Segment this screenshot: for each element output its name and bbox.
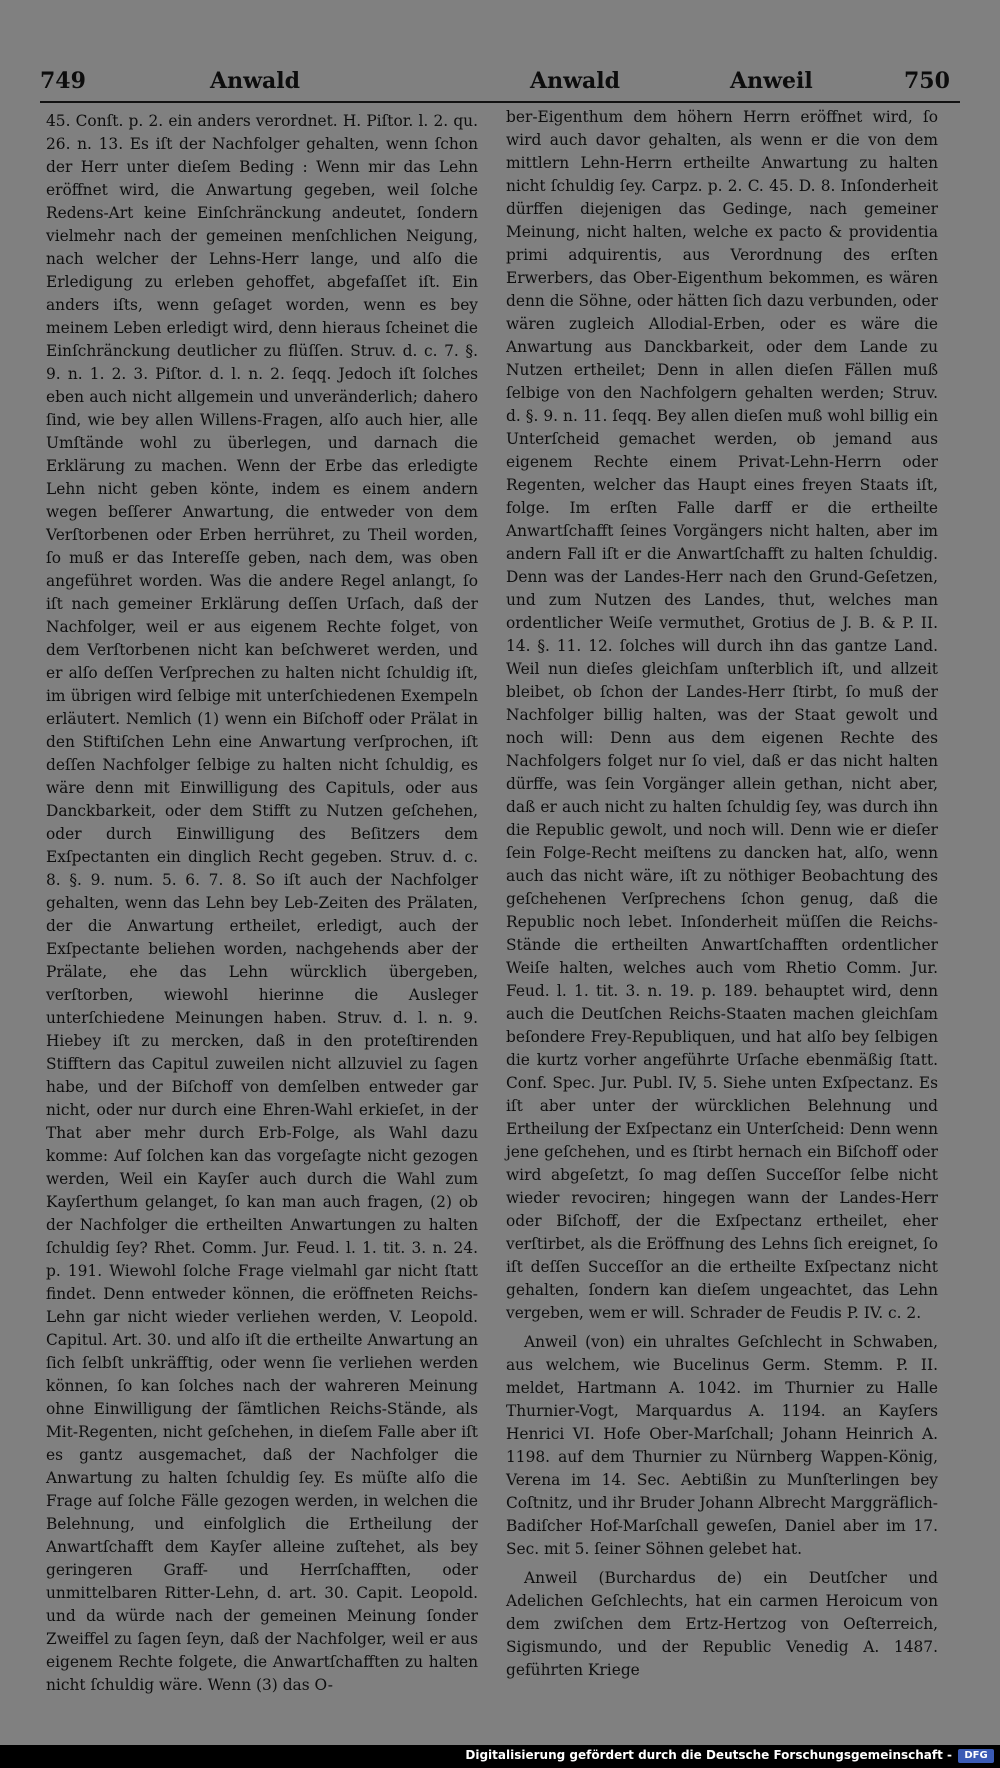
right-keyword-2: Anweil (730, 68, 813, 94)
left-column (46, 110, 478, 1697)
footer-credit: Digitalisierung gefördert durch die Deutsche Forschungsgemeinschaft - (465, 1748, 952, 1762)
entry-anweil-von: Anweil (von) ein uhraltes Geſchlecht in Schwaben, aus welchem, wie Bucelinus Germ. Stemm. P. II. meldet, Hartmann A. 1042. im Thurnier zu Halle Thurnier-Vogt, Marquardus A. 1194. an Kayſers Henrici VI. Hofe Ober-Marſchall; Johann Heinrich A. 1198. auf dem Thurnier zu Nürnberg Wappen-König, Verena im 14. Sec. Aebtißin zu Munſterlingen bey Coſtnitz, und ihr Bruder Johann Albrecht Marggräflich-Badiſcher Hof-Marſchall geweſen, Daniel aber im 17. Sec. mit 5. ſeiner Söhnen gelebet hat. (506, 1333, 938, 1558)
footer-bar (0, 1745, 1000, 1768)
entry-anweil-burchardus: Anweil (Burchardus de) ein Deutſcher und Adelichen Geſchlechts, hat ein carmen Heroicum von dem zwiſchen dem Ertz-Hertzog von Oeſterreich, Sigismundo, und der Republic Venedig A. 1487. geführten Kriege (506, 1569, 938, 1679)
left-page-number: 749 (40, 68, 86, 94)
right-column (506, 106, 938, 1682)
right-paragraph-continued: ber-Eigenthum dem höhern Herrn eröffnet wird, ſo wird auch davor gehalten, als wenn er die von dem mittlern Lehn-Herrn ertheilte Anwartung zu halten nicht ſchuldig ſey. Carpz. p. 2. C. 45. D. 8. Inſonderheit dürffen diejenigen das Gedinge, nach gemeiner Meinung, nicht halten, welche ex pacto & providentia primi adquirentis, aus Verordnung des erſten Erwerbers, das Ober-Eigenthum bekommen, es wären denn die Söhne, oder hätten ſich dazu verbunden, oder wären zugleich Allodial-Erben, oder es wäre die Anwartung aus Danckbarkeit, oder dem Lande zu Nutzen ertheilet; Denn in allen dieſen Fällen muß ſelbige von den Nachfolgern gehalten werden; Struv. d. §. 9. n. 11. ſeqq. Bey allen dieſen muß wohl billig ein Unterſcheid gemachet werden, ob jemand aus eigenem Rechte einem Privat-Lehn-Herrn oder Regenten, welcher das Haupt eines freyen Staats iſt, folge. Im erſten Falle darff er die ertheilte Anwartſchafft ſeines Vorgängers nicht halten, aber im andern Fall iſt er die Anwartſchafft zu halten ſchuldig. Denn was der Landes-Herr nach den Grund-Geſetzen, und zum Nutzen des Landes, thut, welches man ordentlicher Weiſe vermuthet, Grotius de J. B. & P. II. 14. §. 11. 12. ſolches will durch ihn das gantze Land. Weil nun dieſes gleichſam unſterblich iſt, und allzeit bleibet, ob ſchon der Landes-Herr ſtirbt, ſo muß der Nachfolger billig halten, was der Staat gewolt und noch will: Denn aus dem eigenen Rechte des Nachfolgers folget nur ſo viel, daß er das nicht halten dürffe, was ſein Vorgänger allein gethan, nicht aber, daß er auch nicht zu halten ſchuldig ſey, was durch ihn die Republic gewolt, und noch will. Denn wie er dieſer ſein Folge-Recht meiſtens zu dancken hat, alſo, wenn auch das nicht wäre, iſt zu nöthiger Beobachtung des geſchehenen Verſprechens ſchon genug, daß die Republic noch lebet. Inſonderheit müſſen die Reichs-Stände die ertheilten Anwartſchafften ordentlicher Weiſe halten, welches auch vom Rhetio Comm. Jur. Feud. l. 1. tit. 3. n. 19. p. 189. behauptet wird, denn auch die Deutſchen Reichs-Staaten machen gleichſam beſondere Frey-Republiquen, und hat alſo bey ſelbigen die kurtz vorher angeführte Urſache ebenmäßig ſtatt. Conf. Spec. Jur. Publ. IV, 5. Siehe unten Exſpectanz. Es iſt aber unter der würcklichen Belehnung und Ertheilung der Exſpectanz ein Unterſcheid: Denn wenn jene geſchehen, und es ſtirbt hernach ein Biſchoff oder wird abgeſetzt, ſo mag deſſen Succeſſor ſelbe nicht wieder revociren; hingegen wann der Landes-Herr oder Biſchoff, der die Exſpectanz ertheilet, eher verſtirbet, als die Eröffnung des Lehns ſich ereignet, ſo iſt deſſen Succeſſor an die ertheilte Exſpectanz nicht gehalten, ſondern kan dieſem ungeachtet, das Lehn vergeben, wem er will. Schrader de Feudis P. IV. c. 2. (506, 108, 938, 1322)
dfg-logo-icon: DFG (958, 1749, 994, 1763)
running-header (40, 62, 960, 102)
header-rule (40, 101, 960, 103)
right-page-number: 750 (904, 68, 950, 94)
left-paragraph: 45. Conſt. p. 2. ein anders verordnet. H. Piſtor. l. 2. qu. 26. n. 13. Es iſt der Nachfolger gehalten, wenn ſchon der Herr unter dieſem Beding : Wenn mir das Lehn eröffnet wird, die Anwartung gegeben, weil ſolche Redens-Art keine Einſchränckung andeutet, ſondern vielmehr nach der gemeinen menſchlichen Neigung, nach welcher der Lehns-Herr lange, und alſo die Erledigung zu erleben gehoffet, abgefaſſet iſt. Ein anders iſts, wenn geſaget worden, wenn es bey meinem Leben erledigt wird, denn hieraus ſcheinet die Einſchränckung deutlicher zu flüſſen. Struv. d. c. 7. §. 9. n. 1. 2. 3. Piſtor. d. l. n. 2. ſeqq. Jedoch iſt ſolches eben auch nicht allgemein und unveränderlich; dahero ſind, wie bey allen Willens-Fragen, alſo auch hier, alle Umſtände wohl zu überlegen, und darnach die Erklärung zu machen. Wenn der Erbe das erledigte Lehn nicht geben könte, indem es einem andern wegen beſſerer Anwartung, die entweder von dem Verſtorbenen oder Erben herrühret, zu Theil worden, ſo muß er das Intereſſe geben, nach dem, was oben angeführet worden. Was die andere Regel anlangt, ſo iſt nach gemeiner Erklärung deſſen Urſach, daß der Nachfolger, weil er aus eigenem Rechte folget, von dem Verſtorbenen nicht kan beſchweret werden, und er alſo deſſen Verſprechen zu halten nicht ſchuldig iſt, im übrigen wird ſelbige mit unterſchiedenen Exempeln erläutert. Nemlich (1) wenn ein Biſchoff oder Prälat in den Stiftiſchen Lehn eine Anwartung verſprochen, iſt deſſen Nachfolger ſelbige zu halten nicht ſchuldig, es wäre denn mit Einwilligung des Capituls, oder aus Danckbarkeit, oder dem Stifft zu Nutzen geſchehen, oder durch Einwilligung des Beſitzers dem Exſpectanten ein dinglich Recht gegeben. Struv. d. c. 8. §. 9. num. 5. 6. 7. 8. So iſt auch der Nachfolger gehalten, wenn das Lehn bey Leb-Zeiten des Prälaten, der die Anwartung ertheilet, erledigt, auch der Exſpectante beliehen worden, nachgehends aber der Prälate, ehe das Lehn würcklich übergeben, verſtorben, wiewohl hierinne die Ausleger unterſchiedene Meinungen haben. Struv. d. l. n. 9. Hiebey iſt zu mercken, daß in den proteſtirenden Stifftern das Capitul zuweilen nicht allzuviel zu ſagen habe, und der Biſchoff von demſelben entweder gar nicht, oder nur durch eine Ehren-Wahl erkieſet, in der That aber mehr durch Erb-Folge, als Wahl dazu komme: Auf ſolchen kan das vorgeſagte nicht gezogen werden, Weil ein Kayſer auch durch die Wahl zum Kayſerthum gelanget, ſo kan man auch fragen, (2) ob der Nachfolger die ertheilten Anwartungen zu halten ſchuldig ſey? Rhet. Comm. Jur. Feud. l. 1. tit. 3. n. 24. p. 191. Wiewohl ſolche Frage vielmahl gar nicht ſtatt findet. Denn entweder können, die eröffneten Reichs-Lehn gar nicht wieder verliehen werden, V. Leopold. Capitul. Art. 30. und alſo iſt die ertheilte Anwartung an ſich ſelbſt unkräfftig, oder wenn ſie verliehen werden können, ſo kan ſolches nach der wahreren Meinung ohne Einwilligung der ſämtlichen Reichs-Stände, als Mit-Regenten, nicht geſchehen, in dieſem Falle aber iſt es gantz ausgemachet, daß der Nachfolger die Anwartung zu halten ſchuldig ſey. Es müſte alſo die Frage auf ſolche Fälle gezogen werden, in welchen die Belehnung, und einfolglich die Ertheilung der Anwartſchafft dem Kayſer alleine zuſtehet, als bey geringeren Graff- und Herrſchafften, oder unmittelbaren Ritter-Lehn, d. art. 30. Capit. Leopold. und da würde nach der gemeinen Meinung ſonder Zweiffel zu ſagen ſeyn, daß der Nachfolger, weil er aus eigenem Rechte folgete, die Anwartſchafften zu halten nicht ſchuldig wäre. Wenn (3) das O- (46, 112, 478, 1694)
left-keyword: Anwald (210, 68, 300, 94)
right-keyword-1: Anwald (530, 68, 620, 94)
